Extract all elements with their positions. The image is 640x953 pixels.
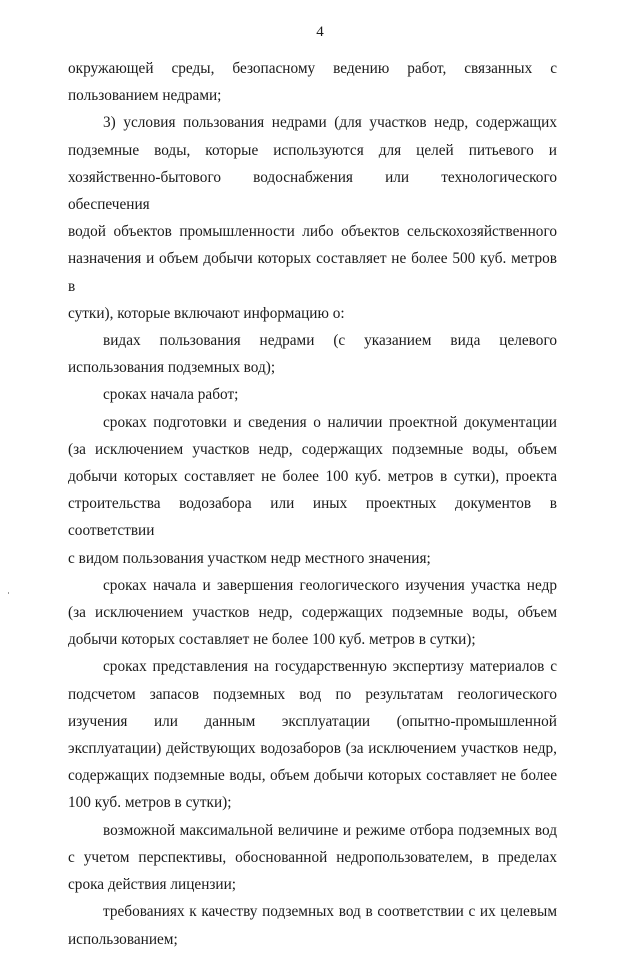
text-line: требованиях к качеству подземных вод в соответствии с их целевым bbox=[103, 903, 557, 921]
text-line: 3) условия пользования недрами (для участков недр, содержащих bbox=[103, 114, 557, 132]
document-body bbox=[68, 55, 557, 953]
text-line: использования подземных вод); bbox=[68, 359, 276, 377]
text-line: назначения и объем добычи которых составляет не более 500 куб. метров в bbox=[68, 250, 557, 295]
scan-speck bbox=[8, 592, 9, 594]
text-line: видах пользования недрами (с указанием вида целевого bbox=[103, 332, 557, 350]
text-line: подземные воды, которые используются для целей питьевого и bbox=[68, 141, 557, 159]
text-line: водой объектов промышленности либо объектов сельскохозяйственного bbox=[68, 223, 557, 241]
text-line: использованием; bbox=[68, 930, 178, 948]
page-number: 4 bbox=[316, 24, 324, 40]
text-line: с учетом перспективы, обоснованной недропользователем, в пределах bbox=[68, 848, 557, 866]
text-line: (за исключением участков недр, содержащих подземные воды, объем bbox=[68, 440, 557, 458]
text-line: сутки), которые включают информацию о: bbox=[68, 304, 345, 322]
text-line: изучения или данным эксплуатации (опытно-промышленной bbox=[68, 712, 557, 730]
text-line: добычи которых составляет не более 100 куб. метров в сутки); bbox=[68, 631, 476, 649]
text-line: сроках представления на государственную экспертизу материалов с bbox=[103, 658, 557, 676]
text-line: пользованием недрами; bbox=[68, 87, 222, 105]
text-line: сроках начала и завершения геологического изучения участка недр bbox=[103, 576, 557, 594]
text-line: хозяйственно-бытового водоснабжения или технологического обеспечения bbox=[68, 168, 557, 214]
text-line: окружающей среды, безопасному ведению работ, связанных с bbox=[68, 60, 557, 77]
text-line: эксплуатации) действующих водозаборов (за исключением участков недр, bbox=[68, 740, 557, 758]
text-line: с видом пользования участком недр местного значения; bbox=[68, 549, 431, 567]
text-line: возможной максимальной величине и режиме отбора подземных вод bbox=[103, 821, 557, 839]
text-line: подсчетом запасов подземных вод по результатам геологического bbox=[68, 685, 557, 703]
text-line: сроках подготовки и сведения о наличии проектной документации bbox=[103, 413, 557, 431]
text-line: срока действия лицензии; bbox=[68, 876, 237, 894]
text-line: строительства водозабора или иных проектных документов в соответствии bbox=[68, 495, 557, 540]
text-line: сроках начала работ; bbox=[103, 386, 239, 404]
text-line: добычи которых составляет не более 100 куб. метров в сутки), проекта bbox=[68, 468, 557, 486]
text-line: (за исключением участков недр, содержащих подземные воды, объем bbox=[68, 604, 557, 622]
text-line: 100 куб. метров в сутки); bbox=[68, 794, 232, 812]
text-line: содержащих подземные воды, объем добычи которых составляет не более bbox=[68, 767, 557, 785]
